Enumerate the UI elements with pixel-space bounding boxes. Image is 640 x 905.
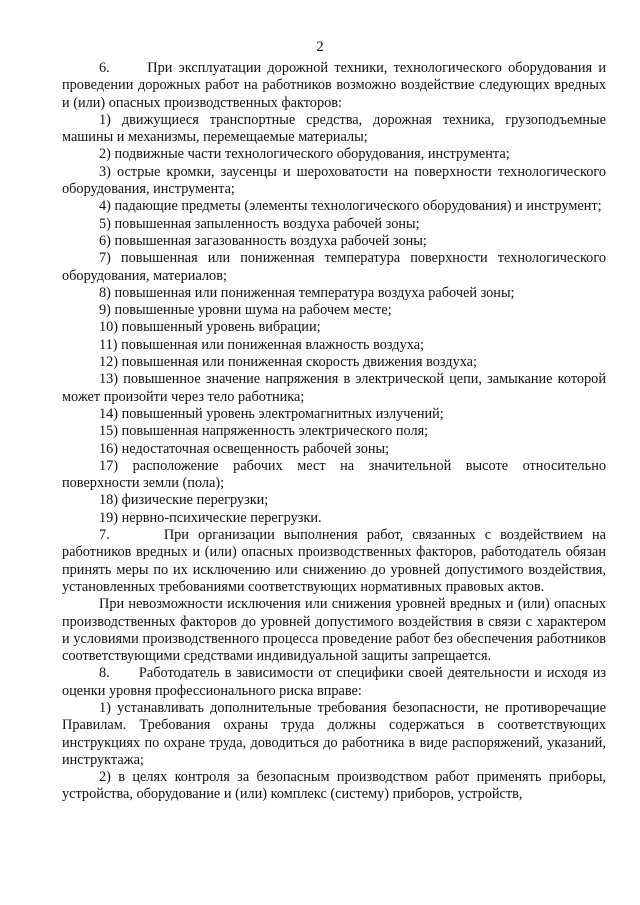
paragraph: 10) повышенный уровень вибрации; — [99, 319, 321, 336]
paragraph: 2) в целях контроля за безопасным производством работ применять приборы, устройства, оборудование и (или) комплекс (систему) приборов, устройств, — [62, 769, 606, 803]
paragraph: 2) подвижные части технологического оборудования, инструмента; — [99, 146, 510, 163]
paragraph: 6. При эксплуатации дорожной техники, технологического оборудования и проведении дорожных работ на работников возможно воздействие следующих вредных и (или) опасных производственных факторов: — [62, 60, 606, 111]
paragraph: 1) движущиеся транспортные средства, дорожная техника, грузоподъемные машины и механизмы, перемещаемые материалы; — [62, 111, 606, 146]
paragraph: 8. Работодатель в зависимости от специфики своей деятельности и исходя из оценки уровня профессионального риска вправе: — [62, 665, 606, 699]
paragraph: 7) повышенная или пониженная температура поверхности технологического оборудования, материалов; — [62, 250, 606, 284]
paragraph: 16) недостаточная освещенность рабочей зоны; — [99, 440, 390, 457]
paragraph: 3) острые кромки, заусенцы и шероховатости на поверхности технологического оборудования, инструмента; — [62, 163, 606, 198]
paragraph: При невозможности исключения или снижения уровней вредных и (или) опасных производственных факторов до уровней допустимого воздействия в связи с характером и условиями производственного процесса проведение работ без обеспечения работников соответствующими средствами индивидуальной защиты запрещается. — [62, 596, 606, 665]
paragraph: 12) повышенная или пониженная скорость движения воздуха; — [99, 354, 477, 371]
paragraph: 9) повышенные уровни шума на рабочем месте; — [99, 302, 392, 319]
page-number: 2 — [316, 39, 324, 55]
paragraph: 5) повышенная запыленность воздуха рабочей зоны; — [99, 215, 420, 232]
paragraph: 4) падающие предметы (элементы технологического оборудования) и инструмент; — [99, 198, 602, 215]
document-body — [62, 60, 606, 804]
paragraph: 11) повышенная или пониженная влажность воздуха; — [99, 336, 425, 353]
paragraph: 7. При организации выполнения работ, связанных с воздействием на работников вредных и (или) опасных производственных факторов, работодатель обязан принять меры по их исключению или снижению до уровней допустимого воздействия, установленных требованиями соответствующих нормативных правовых актов. — [62, 527, 606, 595]
paragraph: 17) расположение рабочих мест на значительной высоте относительно поверхности земли (пола); — [62, 457, 606, 492]
paragraph: 15) повышенная напряженность электрического поля; — [99, 423, 429, 440]
paragraph: 8) повышенная или пониженная температура воздуха рабочей зоны; — [99, 284, 515, 301]
paragraph: 18) физические перегрузки; — [99, 492, 269, 509]
paragraph: 19) нервно-психические перегрузки. — [99, 509, 322, 526]
paragraph: 6) повышенная загазованность воздуха рабочей зоны; — [99, 232, 427, 249]
paragraph: 1) устанавливать дополнительные требования безопасности, не противоречащие Правилам. Требования охраны труда должны содержаться в соответствующих инструкциях по охране труда, доводиться до работника в виде распоряжений, указаний, инструктажа; — [62, 699, 606, 768]
paragraph: 14) повышенный уровень электромагнитных излучений; — [99, 405, 444, 422]
paragraph: 13) повышенное значение напряжения в электрической цепи, замыкание которой может произойти через тело работника; — [62, 371, 606, 405]
